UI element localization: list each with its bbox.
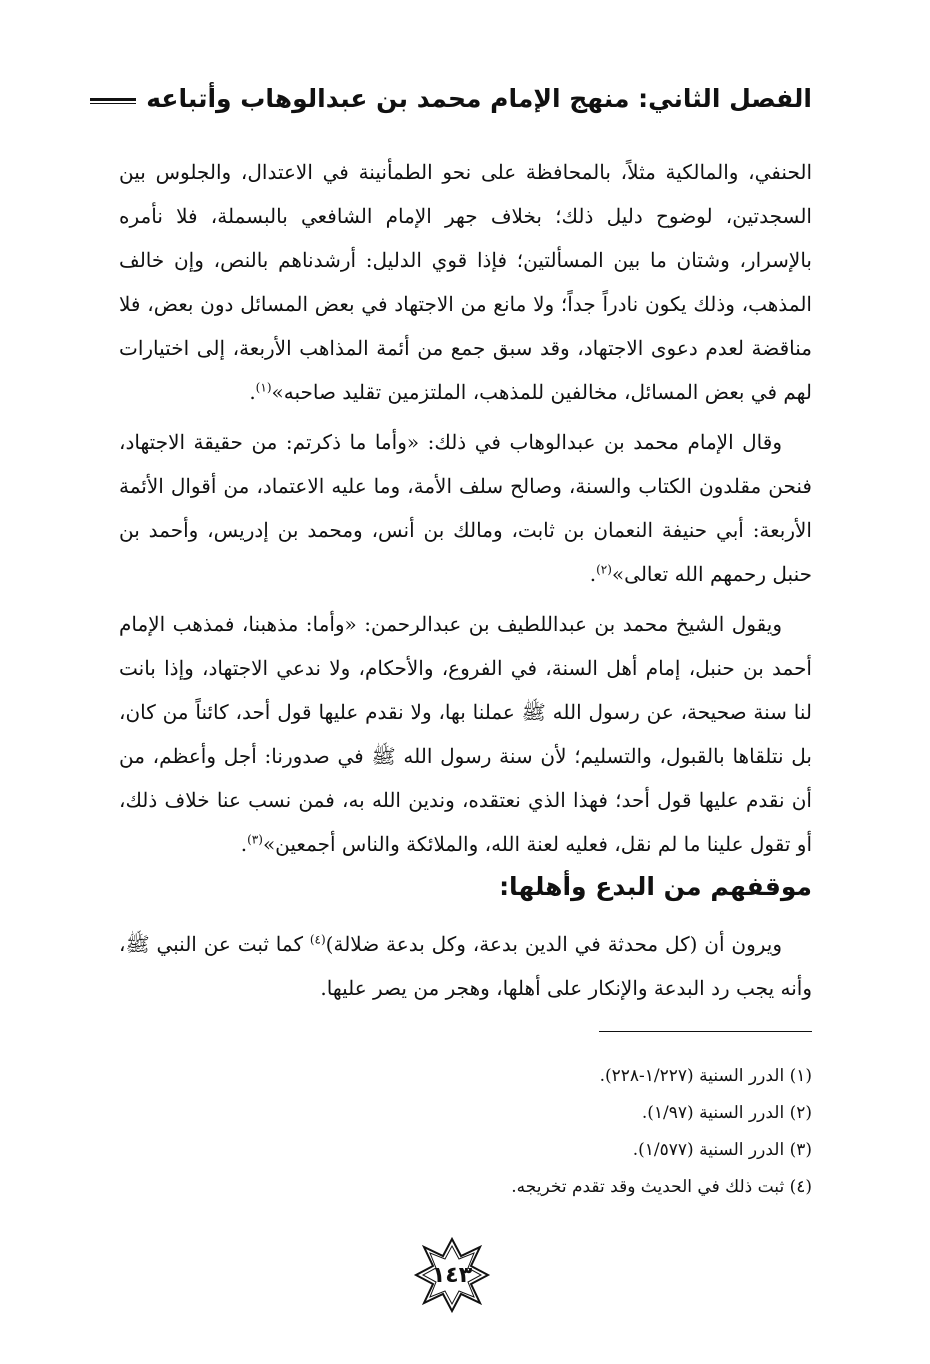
footnote-4: (٤) ثبت ذلك في الحديث وقد تقدم تخريجه. [511,1177,812,1197]
footnote-ref-1: (١) [255,380,272,395]
paragraph-3: ويقول الشيخ محمد بن عبداللطيف بن عبدالرحمن: «وأما: مذهبنا، فمذهب الإمام أحمد بن حنبل، إمام أهل السنة، في الفروع، والأحكام، ولا ندعي الاجتهاد، وإذا بانت لنا سنة صحيحة، عن رسول الله ﷺ عملنا بها، ولا نقدم عليها قول أحد، كائناً من كان، بل نتلقاها بالقبول، والتسليم؛ لأن سنة رسول الله ﷺ في صدورنا: أجل وأعظم، من أن نقدم عليها قول أحد؛ فهذا الذي نعتقده، وندين الله به، فمن نسب عنا خلاف ذلك، أو تقول علينا ما لم نقل، فعليه لعنة الله، والملائكة والناس أجمعين»$^{(٣)}$. [119,612,812,856]
page-number: ١٤٣ [431,1262,473,1288]
footnote-2: (٢) الدرر السنية (١/٩٧). [641,1103,812,1123]
section-paragraph [119,922,812,1010]
paragraph-1: الحنفي، والمالكية مثلاً، بالمحافظة على نحو الطمأنينة في الاعتدال، والجلوس بين السجدتين، لوضوح دليل ذلك؛ بخلاف جهر الإمام الشافعي بالبسملة، فلا نأمره بالإسرار، وشتان ما بين المسألتين؛ فإذا قوي الدليل: أرشدناهم بالنص، وإن خالف المذهب، وذلك يكون نادراً جداً؛ ولا مانع من الاجتهاد في بعض المسائل دون بعض، فلا مناقضة لعدم دعوى الاجتهاد، وقد سبق جمع من أئمة المذاهب الأربعة، إلى اختيارات لهم في بعض المسائل، مخالفين للمذهب، الملتزمين تقليد صاحبه»$^{(١)}$. [119,160,813,404]
footnote-3: (٣) الدرر السنية (١/٥٧٧). [632,1140,812,1160]
footnote-ref-4: (٤) [309,932,326,947]
page-number-ornament [413,1236,491,1314]
section-text-before: ويرون أن (كل محدثة في الدين بدعة، وكل بدعة ضلالة) [325,932,782,956]
footnote-1: (١) الدرر السنية (١/٢٢٧-٢٢٨). [599,1066,812,1086]
body-text [119,150,812,872]
paragraph-1-text: الحنفي، والمالكية مثلاً، بالمحافظة على نحو الطمأنينة في الاعتدال، والجلوس بين السجدتين، لوضوح دليل ذلك؛ بخلاف جهر الإمام الشافعي بالبسملة، فلا نأمره بالإسرار، وشتان ما بين المسألتين؛ فإذا قوي الدليل: أرشدناهم بالنص، وإن خالف المذهب، وذلك يكون نادراً جداً؛ ولا مانع من الاجتهاد في بعض المسائل دون بعض، فلا مناقضة لعدم دعوى الاجتهاد، وقد سبق جمع من أئمة المذاهب الأربعة، إلى اختيارات لهم في بعض المسائل، مخالفين للمذهب، الملتزمين تقليد صاحبه» [119,160,813,404]
paragraph-2: وقال الإمام محمد بن عبدالوهاب في ذلك: «وأما ما ذكرتم: من حقيقة الاجتهاد، فنحن مقلدون الكتاب والسنة، وصالح سلف الأمة، وما عليه الاعتماد، من أقوال الأئمة الأربعة: أبي حنيفة النعمان بن ثابت، ومالك بن أنس، ومحمد بن إدريس، وأحمد بن حنبل رحمهم الله تعالى»$^{(٢)}$. [119,430,812,586]
footnote-separator [599,1031,812,1032]
running-header [90,78,812,118]
paragraph-3-text: ويقول الشيخ محمد بن عبداللطيف بن عبدالرحمن: «وأما: مذهبنا، فمذهب الإمام أحمد بن حنبل، إمام أهل السنة، في الفروع، والأحكام، ولا ندعي الاجتهاد، وإذا بانت لنا سنة صحيحة، عن رسول الله ﷺ عملنا بها، ولا نقدم عليها قول أحد، كائناً من كان، بل نتلقاها بالقبول، والتسليم؛ لأن سنة رسول الله ﷺ في صدورنا: أجل وأعظم، من أن نقدم عليها قول أحد؛ فهذا الذي نعتقده، وندين الله به، فمن نسب عنا خلاف ذلك، أو تقول علينا ما لم نقل، فعليه لعنة الله، والملائكة والناس أجمعين» [119,612,812,856]
footnote-ref-2: (٢) [596,562,612,577]
header-rule [90,98,136,104]
footnote-ref-3: (٣) [247,832,263,847]
section-heading: موقفهم من البدع وأهلها: [499,872,812,901]
footnotes-list [119,1058,812,1206]
section-text-after: كما ثبت عن النبي ﷺ، وأنه يجب رد البدعة والإنكار على أهلها، وهجر من يصر عليها. [119,932,812,1000]
chapter-title: الفصل الثاني: منهج الإمام محمد بن عبدالوهاب وأتباعه [146,83,812,113]
paragraph-2-text: وقال الإمام محمد بن عبدالوهاب في ذلك: «وأما ما ذكرتم: من حقيقة الاجتهاد، فنحن مقلدون الكتاب والسنة، وصالح سلف الأمة، وما عليه الاعتماد، من أقوال الأئمة الأربعة: أبي حنيفة النعمان بن ثابت، ومالك بن أنس، ومحمد بن إدريس، وأحمد بن حنبل رحمهم الله تعالى» [119,430,812,586]
